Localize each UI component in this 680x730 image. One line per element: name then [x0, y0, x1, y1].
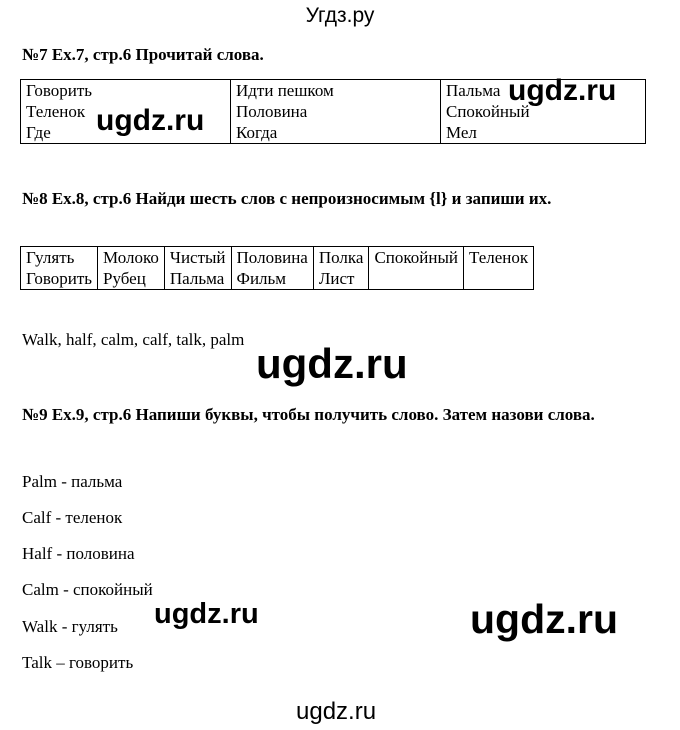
ex8-cell: Спокойный — [369, 247, 464, 290]
watermark: ugdz.ru — [96, 104, 205, 137]
ex9-item: Walk - гулять — [22, 617, 118, 636]
ex8-cell: Гулять Говорить — [21, 247, 98, 290]
watermark: ugdz.ru — [154, 598, 259, 630]
ex7-heading: №7 Ex.7, стр.6 Прочитай слова. — [22, 45, 264, 64]
ex7-cell: Говорить Теленок Где — [21, 80, 231, 144]
ex9-item: Palm - пальма — [22, 472, 123, 491]
watermark: ugdz.ru — [256, 340, 408, 387]
ex8-cell: Чистый Пальма — [164, 247, 231, 290]
watermark: ugdz.ru — [296, 698, 377, 725]
ex8-answer: Walk, half, calm, calf, talk, palm — [22, 330, 245, 349]
ex8-cell: Молоко Рубец — [98, 247, 165, 290]
ex9-item: Half - половина — [22, 544, 135, 563]
ex8-table — [20, 246, 534, 290]
ex8-heading: №8 Ex.8, стр.6 Найди шесть слов с непроизносимым {l} и запиши их. — [22, 189, 552, 208]
watermark: ugdz.ru — [470, 596, 619, 642]
watermark: ugdz.ru — [508, 74, 617, 107]
ex8-cell: Половина Фильм — [231, 247, 313, 290]
site-title: Угдз.ру — [305, 4, 375, 27]
ex7-cell: Идти пешком Половина Когда — [231, 80, 441, 144]
ex9-item: Calf - теленок — [22, 508, 123, 527]
ex9-item: Calm - спокойный — [22, 580, 153, 599]
ex8-cell: Полка Лист — [313, 247, 369, 290]
ex9-item: Talk – говорить — [22, 653, 134, 672]
ex8-cell: Теленок — [464, 247, 534, 290]
ex7-cell: Пальма Спокойный Мел — [441, 80, 646, 144]
ex9-heading: №9 Ex.9, стр.6 Напиши буквы, чтобы получить слово. Затем назови слова. — [22, 405, 595, 424]
